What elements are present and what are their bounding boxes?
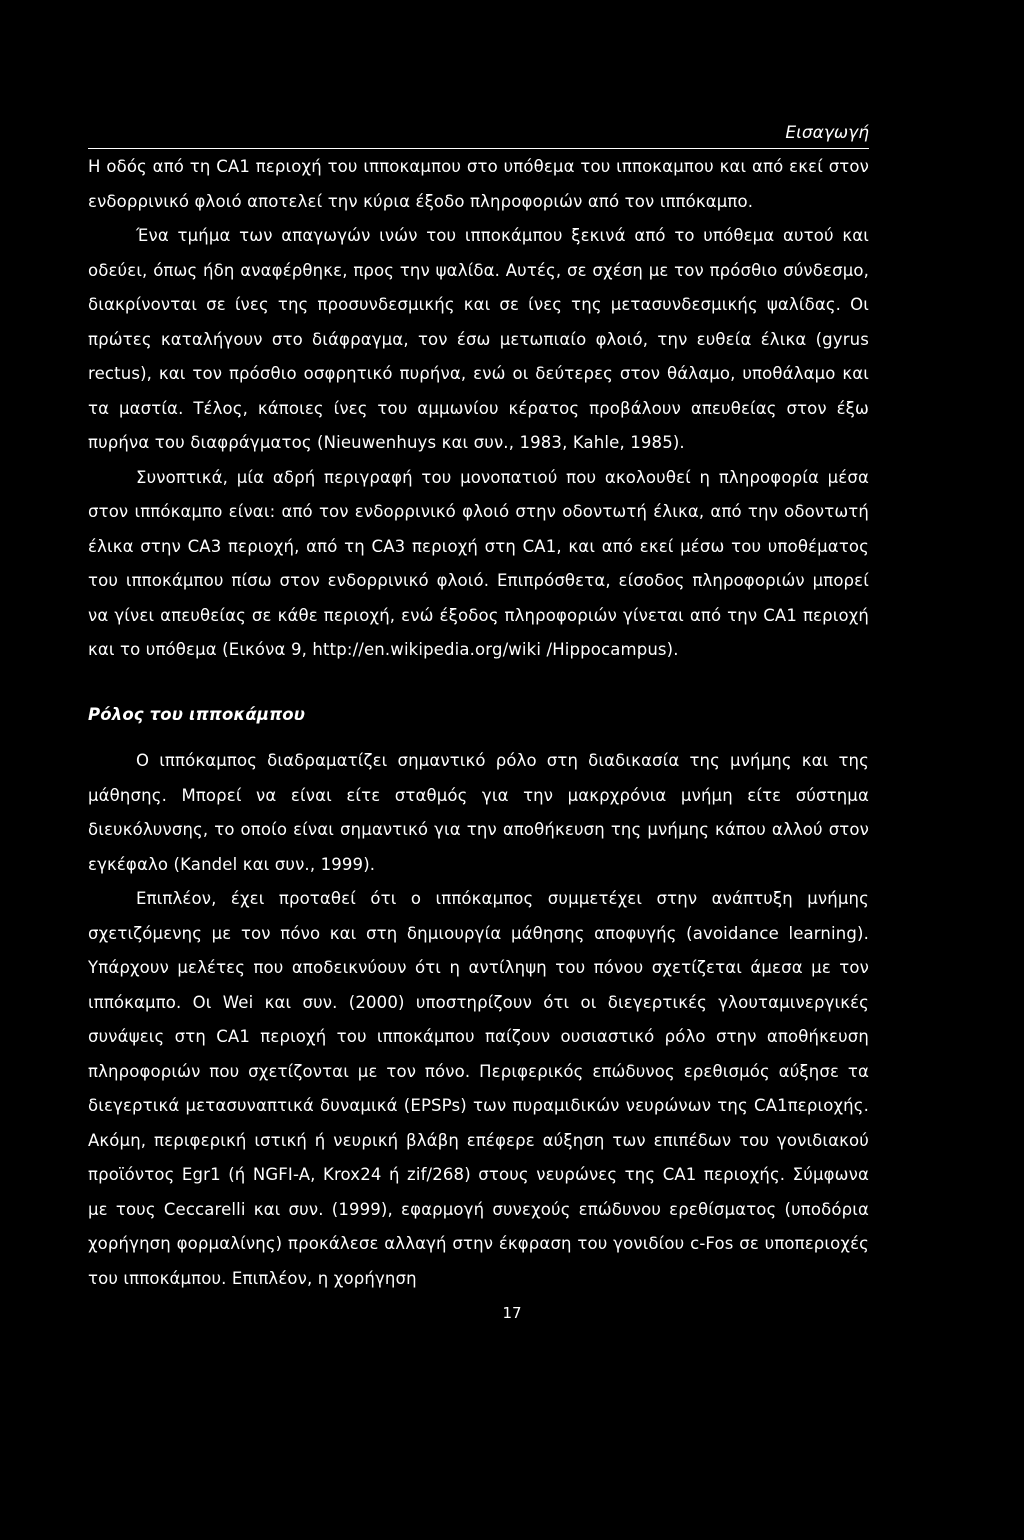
section-heading: Ρόλος του ιπποκάμπου bbox=[88, 704, 306, 724]
header-section-title: Εισαγωγή bbox=[785, 123, 869, 143]
body-text bbox=[88, 150, 869, 1296]
paragraph: Ο ιππόκαμπος διαδραματίζει σημαντικό ρόλο στη διαδικασία της μνήμης και της μάθησης. Μπορεί να είναι είτε σταθμός για την μακρχρόνια μνήμη είτε σύστημα διευκόλυνσης, το οποίο είναι σημαντικό για την αποθήκευση της μνήμης κάπου αλλού στον εγκέφαλο (Kandel και συν., 1999). bbox=[88, 751, 869, 874]
paragraph: Η οδός από τη CA1 περιοχή του ιπποκαμπου στο υπόθεμα του ιπποκαμπου και από εκεί στον ενδορρινικό φλοιό αποτελεί την κύρια έξοδο πληροφοριών από τον ιππόκαμπο. bbox=[88, 157, 869, 211]
page-number: 17 bbox=[502, 1304, 522, 1322]
paragraph: Ένα τμήμα των απαγωγών ινών του ιπποκάμπου ξεκινά από το υπόθεμα αυτού και οδεύει, όπως ήδη αναφέρθηκε, προς την ψαλίδα. Αυτές, σε σχέση με τον πρόσθιο σύνδεσμο, διακρίνονται σε ίνες της προσυνδεσμικής και σε ίνες της μετασυνδεσμικής ψαλίδας. Οι πρώτες καταλήγουν στο διάφραγμα, τον έσω μετωπιαίο φλοιό, την ευθεία έλικα (gyrus rectus), και τον πρόσθιο οσφρητικό πυρήνα, ενώ οι δεύτερες στον θάλαμο, υποθάλαμο και τα μαστία. Τέλος, κάποιες ίνες του αμμωνίου κέρατος προβάλουν απευθείας στον έξω πυρήνα του διαφράγματος (Nieuwenhuys και συν., 1983, Kahle, 1985). bbox=[88, 226, 869, 452]
running-header bbox=[88, 122, 869, 149]
paragraph: Επιπλέον, έχει προταθεί ότι ο ιππόκαμπος συμμετέχει στην ανάπτυξη μνήμης σχετιζόμενης με τον πόνο και στη δημιουργία μάθησης αποφυγής (avoidance learning). Υπάρχουν μελέτες που αποδεικνύουν ότι η αντίληψη του πόνου σχετίζεται άμεσα με τον ιππόκαμπο. Οι Wei και συν. (2000) υποστηρίζουν ότι οι διεγερτικές γλουταμινεργικές συνάψεις στη CA1 περιοχή του ιπποκάμπου παίζουν ουσιαστικό ρόλο στην αποθήκευση πληροφοριών που σχετίζονται με τον πόνο. Περιφερικός επώδυνος ερεθισμός αύξησε τα διεγερτικά μετασυναπτικά δυναμικά (EPSPs) των πυραμιδικών νευρώνων της CA1περιοχής. Ακόμη, περιφερική ιστική ή νευρική βλάβη επέφερε αύξηση των επιπέδων του γονιδιακού προϊόντος Egr1 (ή NGFI-A, Krox24 ή zif/268) στους νευρώνες της CA1 περιοχής. Σύμφωνα με τους Ceccarelli και συν. (1999), εφαρμογή συνεχούς επώδυνου ερεθίσματος (υποδόρια χορήγηση φορμαλίνης) προκάλεσε αλλαγή στην έκφραση του γονιδίου c-Fos σε υποπεριοχές του ιπποκάμπου. Επιπλέον, η χορήγηση bbox=[88, 889, 869, 1288]
paragraph: Συνοπτικά, μία αδρή περιγραφή του μονοπατιού που ακολουθεί η πληροφορία μέσα στον ιππόκαμπο είναι: από τον ενδορρινικό φλοιό στην οδοντωτή έλικα, από την οδοντωτή έλικα στην CA3 περιοχή, από τη CA3 περιοχή στη CA1, και από εκεί μέσω του υποθέματος του ιπποκάμπου πίσω στον ενδορρινικό φλοιό. Επιπρόσθετα, είσοδος πληροφοριών μπορεί να γίνει απευθείας σε κάθε περιοχή, ενώ έξοδος πληροφοριών γίνεται από την CA1 περιοχή και το υπόθεμα (Εικόνα 9, http://en.wikipedia.org/wiki /Hippocampus). bbox=[88, 467, 869, 659]
